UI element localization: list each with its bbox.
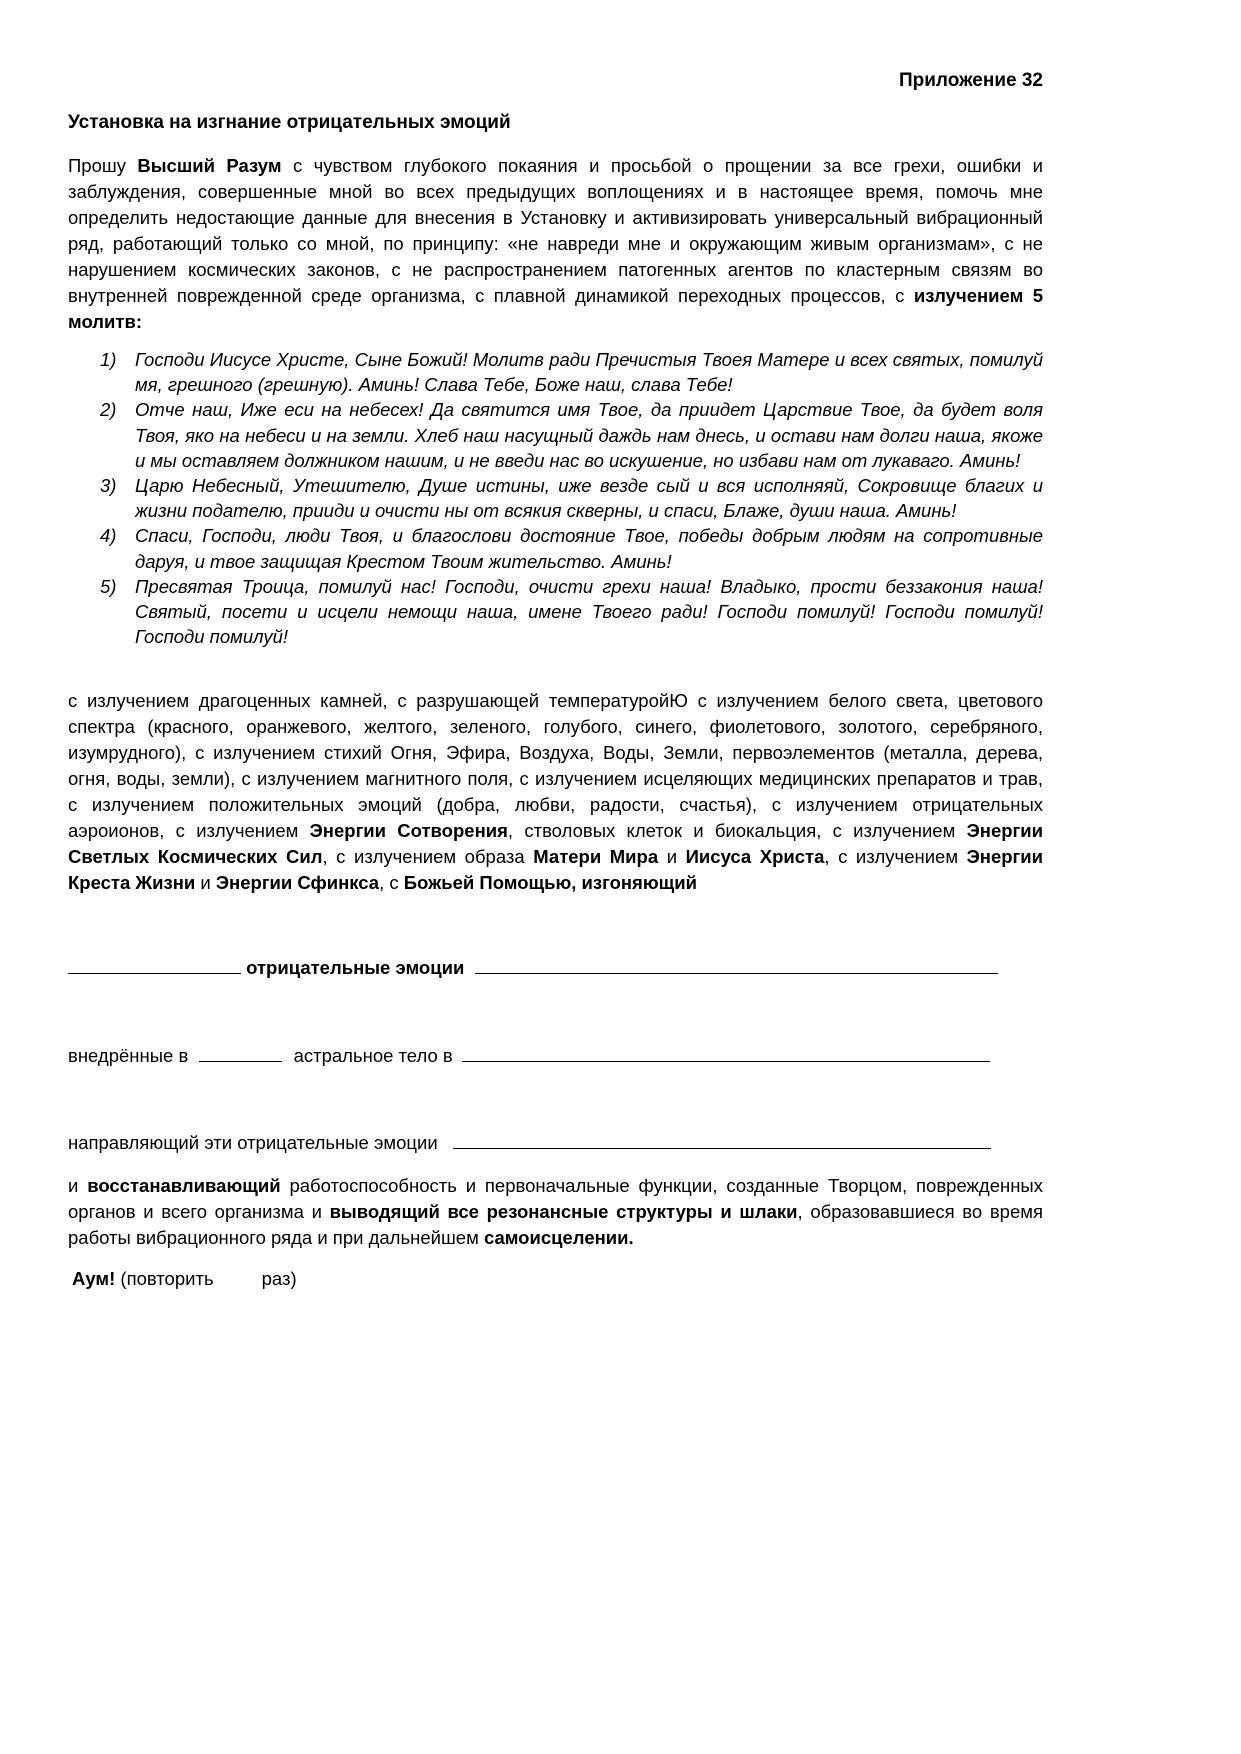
repeat-text: (повторить bbox=[115, 1268, 214, 1289]
blank-field-emotion-type[interactable] bbox=[68, 955, 241, 974]
prayer-text: Отче наш, Иже еси на небесех! Да святится имя Твое, да приидет Царствие Твое, да будет воля Твоя, яко на небеси и на земли. Хлеб наш насущный даждь нам днесь, и остави нам долги наша, якоже и мы оставляем должником нашим, и не введи нас во искушение, но избави нам от лукаваго. Аминь! bbox=[135, 399, 1043, 471]
restore-text: и bbox=[68, 1175, 88, 1196]
prayer-text: Спаси, Господи, люди Твоя, и благослови достояние Твое, победы добрым людям на сопротивные даруя, и твое защищая Крестом Твоим жительство. Аминь! bbox=[135, 525, 1043, 572]
prayer-number: 4) bbox=[100, 525, 117, 547]
form-label-embedded-in: внедрённые в bbox=[68, 1045, 189, 1066]
radiation-bold: Энергии Светлых Космических Сил bbox=[68, 820, 1043, 867]
prayer-number: 2) bbox=[100, 399, 117, 421]
prayer-number: 1) bbox=[100, 349, 117, 370]
prayer-item bbox=[100, 473, 1043, 523]
intro-bold-prayers: излучением 5 молитв: bbox=[68, 285, 1044, 332]
restore-bold: восстанавливающий bbox=[87, 1175, 281, 1196]
prayer-list bbox=[100, 347, 1043, 649]
prayer-item bbox=[100, 574, 1043, 650]
times-text: раз) bbox=[261, 1268, 297, 1289]
restore-bold: выводящий все резонансные структуры и шлаки bbox=[329, 1201, 798, 1222]
intro-text: с чувством глубокого покаяния и просьбой о прощении за все грехи, ошибки и заблуждения, совершенные мной во всех предыдущих воплощениях и в настоящее время, помочь мне определить недостающие данные для внесения в Установку и активизировать универсальный вибрационный ряд, работающий только со мной, по принципу: «не навреди мне и окружающим живым организмам», с не нарушением космических законов, с не распространением патогенных агентов по кластерным связям во внутренней поврежденной среде организма, с плавной динамикой переходных процессов, с bbox=[68, 155, 1043, 306]
restore-bold: самоисцелении. bbox=[483, 1227, 634, 1248]
radiation-text: , с излучением bbox=[824, 846, 967, 867]
restore-paragraph bbox=[68, 1173, 1043, 1251]
form-line-directing bbox=[68, 1130, 991, 1154]
prayer-number: 5) bbox=[100, 575, 117, 597]
prayer-number: 3) bbox=[100, 475, 117, 497]
radiation-paragraph bbox=[68, 688, 1043, 896]
radiation-text: с излучением драгоценных камней, с разрушающей температуройЮ с излучением белого света, цветового спектра (красного, оранжевого, желтого, зеленого, голубого, синего, фиолетового, золотого, серебряного, изумрудного), с излучением стихий Огня, Эфира, Воздуха, Воды, Земли, первоэлементов (металла, дерева, огня, воды, земли), с излучением магнитного поля, с излучением исцеляющих медицинских препаратов и трав, с излучением положительных эмоций (добра, любви, радости, счастья), с излучением отрицательных аэроионов, с излучением bbox=[68, 690, 1043, 841]
radiation-text: , с излучением образа bbox=[322, 846, 534, 867]
form-line-astral-body bbox=[68, 1043, 990, 1067]
blank-field-astral-body[interactable] bbox=[462, 1043, 990, 1062]
prayer-text: Господи Иисусе Христе, Сыне Божий! Молитв ради Пречистыя Твоея Матере и всех святых, помилуй мя, грешного (грешную). Аминь! Слава Тебе, Боже наш, слава Тебе! bbox=[135, 349, 1043, 396]
form-line-negative-emotions bbox=[68, 955, 998, 979]
form-label-negative-emotions: отрицательные эмоции bbox=[246, 957, 465, 978]
radiation-bold: Иисуса Христа bbox=[685, 846, 825, 867]
radiation-bold: Энергии Сфинкса bbox=[215, 872, 380, 893]
aum-repeat-line bbox=[72, 1268, 297, 1290]
restore-text: работоспособность и первоначальные функции, созданные Творцом, поврежденных органов и всего организма и bbox=[68, 1175, 1043, 1222]
prayer-item bbox=[100, 523, 1043, 573]
document-title: Установка на изгнание отрицательных эмоций bbox=[68, 112, 511, 133]
restore-text: , образовавшиеся во время работы вибрационного ряда и при дальнейшем bbox=[68, 1201, 1043, 1248]
blank-field-directing[interactable] bbox=[453, 1130, 991, 1149]
radiation-text: , с bbox=[379, 872, 404, 893]
form-label-astral-body: астральное тело в bbox=[293, 1045, 453, 1066]
radiation-bold: Энергии Креста Жизни bbox=[68, 846, 1043, 893]
appendix-label: Приложение 32 bbox=[898, 70, 1043, 91]
blank-field-emotion-details[interactable] bbox=[475, 955, 998, 974]
prayer-text: Пресвятая Троица, помилуй нас! Господи, очисти грехи наша! Владыко, прости беззакония наша! Святый, посети и исцели немощи наша, имене Твоего ради! Господи помилуй! Господи помилуй! Господи помилуй! bbox=[135, 575, 1043, 648]
form-label-directing: направляющий эти отрицательные эмоции bbox=[68, 1132, 438, 1153]
radiation-text: , стволовых клеток и биокальция, с излучением bbox=[507, 820, 967, 841]
intro-text: Прошу bbox=[68, 155, 138, 176]
radiation-text: и bbox=[195, 872, 216, 893]
aum-label: Аум! bbox=[72, 1268, 116, 1289]
radiation-bold: Божьей Помощью, изгоняющий bbox=[403, 872, 698, 893]
intro-paragraph bbox=[68, 153, 1043, 335]
radiation-text: и bbox=[658, 846, 686, 867]
prayer-item bbox=[100, 397, 1043, 473]
blank-field-embedded-in[interactable] bbox=[199, 1043, 282, 1062]
prayer-item bbox=[100, 347, 1043, 397]
radiation-bold: Энергии Сотворения bbox=[309, 820, 508, 841]
intro-bold-higher-mind: Высший Разум bbox=[137, 155, 282, 176]
prayer-text: Царю Небесный, Утешителю, Душе истины, иже везде сый и вся исполняяй, Сокровище благих и жизни подателю, прииди и очисти ны от всякия скверны, и спаси, Блаже, души наша. Аминь! bbox=[135, 475, 1043, 522]
radiation-bold: Матери Мира bbox=[533, 846, 659, 867]
